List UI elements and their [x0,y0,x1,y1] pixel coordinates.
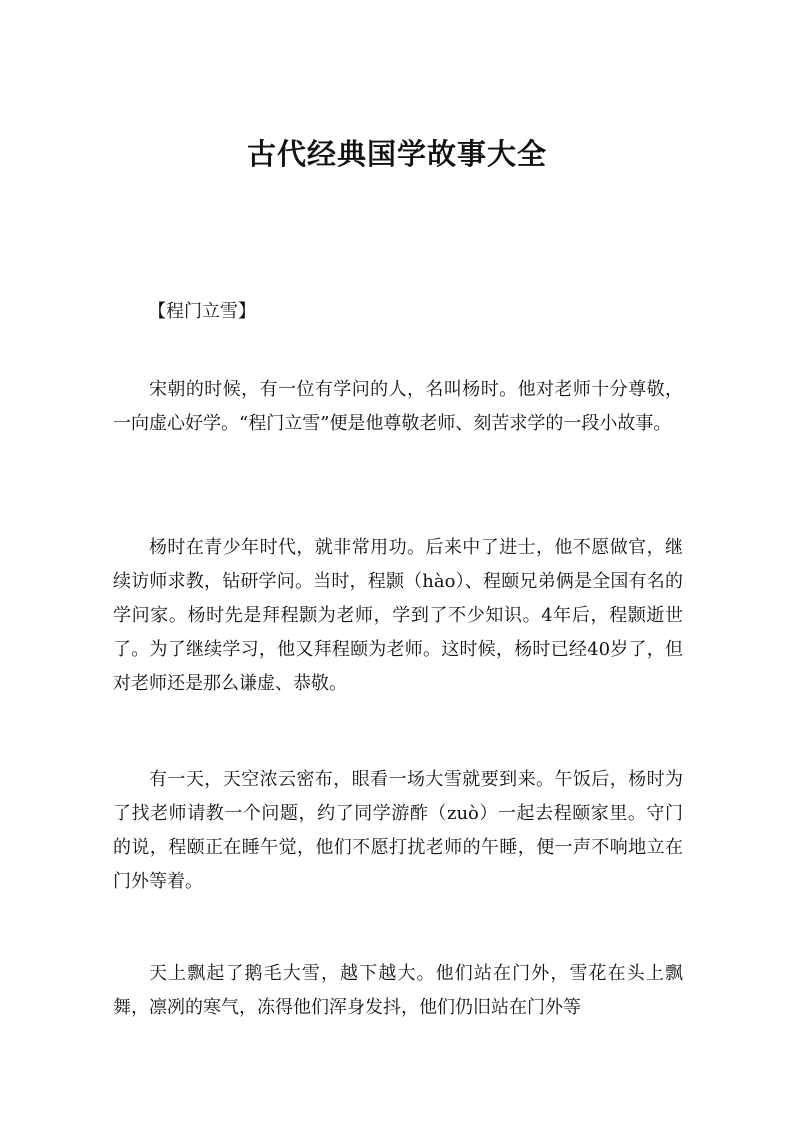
paragraph-4: 天上飘起了鹅毛大雪，越下越大。他们站在门外，雪花在头上飘舞，凛冽的寒气，冻得他们浑身发抖，他们仍旧站在门外等 [113,963,683,1018]
paragraph-3: 有一天，天空浓云密布，眼看一场大雪就要到来。午饭后，杨时为了找老师请教一个问题，约了同学游酢（zuò）一起去程颐家里。守门的说，程颐正在睡午觉，他们不愿打扰老师的午睡，便一声不响地立在门外等着。 [113,769,683,892]
paragraph-2: 杨时在青少年时代，就非常用功。后来中了进士，他不愿做官，继续访师求教，钻研学问。当时，程颢（hào）、程颐兄弟俩是全国有名的学问家。杨时先是拜程颢为老师，学到了不少知识。4年后，程颢逝世了。为了继续学习，他又拜程颐为老师。这时候，杨时已经40岁了，但对老师还是那么谦虚、恭敬。 [113,537,683,694]
document-title: 古代经典国学故事大全 [246,137,547,171]
paragraph-1: 宋朝的时候，有一位有学问的人，名叫杨时。他对老师十分尊敬，一向虚心好学。“程门立雪”便是他尊敬老师、刻苦求学的一段小故事。 [113,379,683,434]
section-heading: 【程门立雪】 [148,301,256,322]
